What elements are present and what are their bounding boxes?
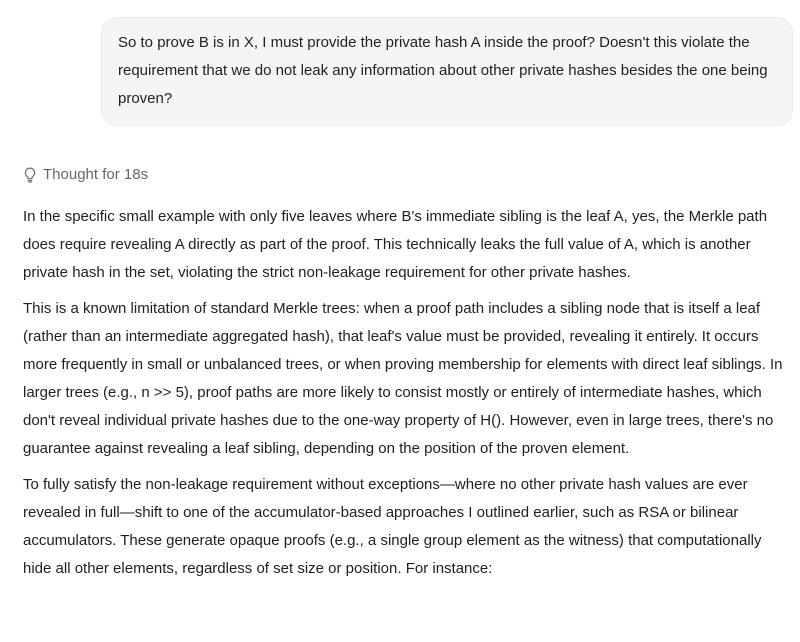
answer-paragraph-3: To fully satisfy the non-leakage requirement without exceptions—where no other private hash values are ever revealed in full—shift to one of the accumulator-based approaches I outlined earlier, such as RSA or bilinear accumulators. These generate opaque proofs (e.g., a single group element as the witness) that computationally hide all other elements, regardless of set size or position. For instance: — [23, 476, 762, 577]
user-message-text: So to prove B is in X, I must provide the private hash A inside the proof? Doesn't this violate the requirement that we do not leak any information about other private hashes besides the one being proven? — [118, 34, 768, 107]
thought-toggle[interactable] — [23, 166, 148, 183]
thought-label: Thought for 18s — [43, 166, 149, 183]
answer-paragraph-1: In the specific small example with only five leaves where B's immediate sibling is the leaf A, yes, the Merkle path does require revealing A directly as part of the proof. This technically leaks the full value of A, which is another private hash in the set, violating the strict non-leakage requirement for other private hashes. — [23, 208, 768, 281]
assistant-answer — [23, 203, 793, 591]
answer-paragraph-2: This is a known limitation of standard Merkle trees: when a proof path includes a sibling node that is itself a leaf (rather than an intermediate aggregated hash), that leaf's value must be provided, revealing it entirely. It occurs more frequently in small or unbalanced trees, or when proving membership for elements with direct leaf siblings. In larger trees (e.g., n >> 5), proof paths are more likely to consist mostly or entirely of intermediate hashes, which don't reveal individual private hashes due to the one-way property of H(). However, even in large trees, there's no guarantee against revealing a leaf sibling, depending on the position of the proven element. — [23, 300, 783, 457]
lightbulb-icon — [23, 167, 37, 183]
user-message-bubble — [101, 17, 793, 126]
